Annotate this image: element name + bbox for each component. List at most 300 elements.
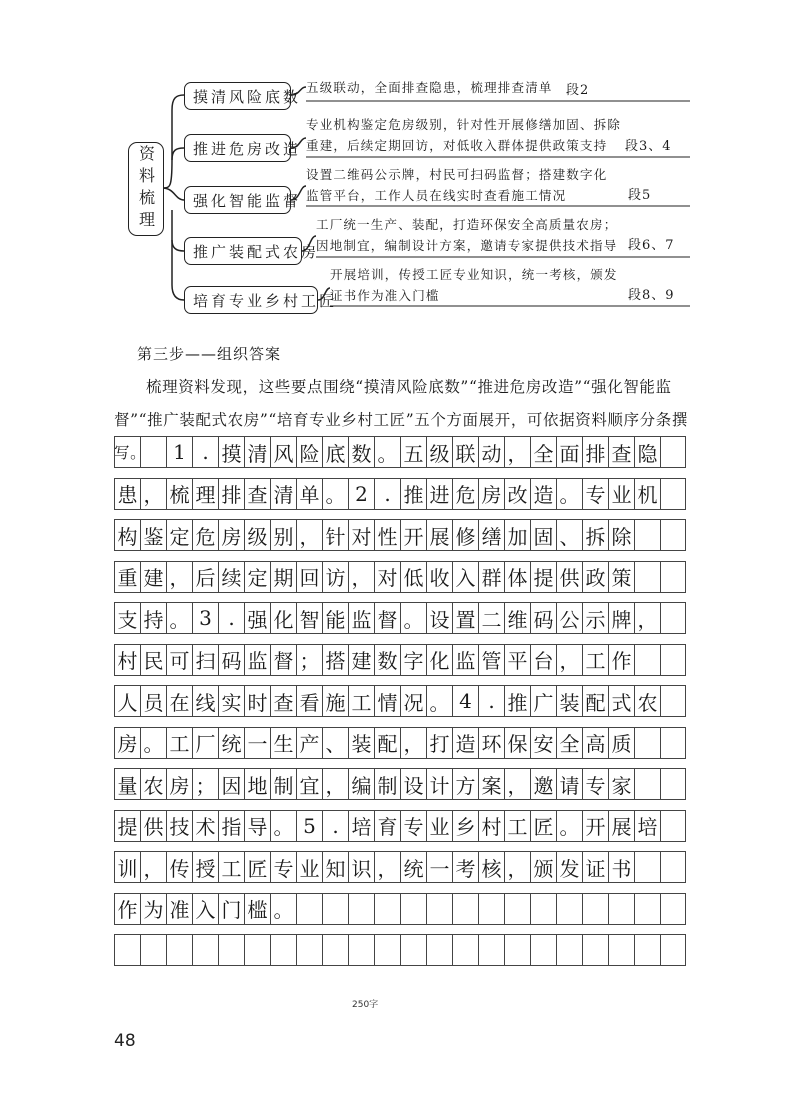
grid-cell: 提 (114, 810, 140, 842)
grid-cell: 监 (452, 644, 478, 676)
mindmap-root-label: 资料梳理 (136, 145, 156, 233)
grid-cell (634, 644, 660, 676)
grid-cell: 支 (114, 602, 140, 634)
grid-cell: 展 (426, 519, 452, 551)
grid-row (114, 893, 686, 925)
grid-cell: 加 (504, 519, 530, 551)
grid-cell: 开 (582, 810, 608, 842)
mindmap-ref-4: 段6、7 (628, 238, 675, 253)
grid-cell (660, 851, 686, 883)
grid-cell: 式 (608, 685, 634, 717)
grid-cell: 构 (114, 519, 140, 551)
grid-cell: 低 (400, 561, 426, 593)
grid-cell (582, 893, 608, 925)
mindmap-node-label: 培育专业乡村工匠 (193, 291, 338, 310)
grid-cell: 台 (530, 644, 556, 676)
grid-cell: 建 (348, 644, 374, 676)
grid-cell: 术 (192, 810, 218, 842)
grid-row (114, 478, 686, 510)
grid-cell: ， (634, 602, 660, 634)
grid-cell (478, 934, 504, 966)
grid-cell: 工 (166, 727, 192, 759)
grid-cell (400, 934, 426, 966)
grid-cell (660, 768, 686, 800)
grid-cell: 清 (244, 436, 270, 468)
grid-cell: 持 (140, 602, 166, 634)
grid-cell: 。 (556, 478, 582, 510)
grid-cell: 一 (426, 851, 452, 883)
grid-cell (660, 934, 686, 966)
grid-cell: 量 (114, 768, 140, 800)
grid-cell: 3 (192, 602, 218, 634)
grid-cell: 公 (556, 602, 582, 634)
grid-cell: 识 (348, 851, 374, 883)
grid-cell: 员 (140, 685, 166, 717)
grid-cell: 施 (322, 685, 348, 717)
grid-cell: 4 (452, 685, 478, 717)
grid-cell: ， (504, 851, 530, 883)
grid-cell: 专 (582, 478, 608, 510)
grid-cell: 传 (166, 851, 192, 883)
grid-cell (166, 934, 192, 966)
grid-cell: 缮 (478, 519, 504, 551)
grid-cell: 产 (296, 727, 322, 759)
grid-cell: 1 (166, 436, 192, 468)
grid-cell: 。 (556, 810, 582, 842)
step-title: 第三步——组织答案 (137, 345, 282, 363)
grid-cell: 制 (374, 768, 400, 800)
grid-cell: 匠 (530, 810, 556, 842)
grid-cell: 一 (244, 727, 270, 759)
grid-cell: 宜 (296, 768, 322, 800)
grid-cell (426, 934, 452, 966)
grid-cell: 家 (608, 768, 634, 800)
grid-cell: 打 (426, 727, 452, 759)
grid-cell: 可 (166, 644, 192, 676)
grid-cell: 槛 (244, 893, 270, 925)
grid-cell: 推 (400, 478, 426, 510)
grid-cell (348, 934, 374, 966)
grid-cell: 配 (374, 727, 400, 759)
grid-cell: 排 (582, 436, 608, 468)
grid-cell (634, 934, 660, 966)
grid-cell: 级 (244, 519, 270, 551)
grid-cell: 装 (556, 685, 582, 717)
grid-cell (634, 519, 660, 551)
grid-cell: 考 (452, 851, 478, 883)
grid-cell: 农 (634, 685, 660, 717)
grid-cell: 能 (322, 602, 348, 634)
grid-cell: 政 (582, 561, 608, 593)
grid-cell: 在 (166, 685, 192, 717)
grid-row (114, 934, 686, 966)
grid-cell: 别 (270, 519, 296, 551)
grid-cell (504, 934, 530, 966)
grid-row (114, 768, 686, 800)
grid-cell: 配 (582, 685, 608, 717)
grid-cell: 全 (556, 727, 582, 759)
grid-cell (556, 934, 582, 966)
grid-cell: 查 (244, 478, 270, 510)
grid-cell (478, 893, 504, 925)
grid-cell: 对 (348, 519, 374, 551)
grid-cell: ； (296, 644, 322, 676)
grid-cell: 。 (140, 727, 166, 759)
grid-cell: 编 (348, 768, 374, 800)
grid-cell (374, 934, 400, 966)
grid-cell: 平 (504, 644, 530, 676)
grid-cell: 人 (114, 685, 140, 717)
grid-cell: 。 (426, 685, 452, 717)
grid-cell: 进 (426, 478, 452, 510)
grid-cell: 质 (608, 727, 634, 759)
grid-cell: 修 (452, 519, 478, 551)
grid-cell: 村 (478, 810, 504, 842)
grid-cell: 单 (296, 478, 322, 510)
grid-cell: 入 (192, 893, 218, 925)
grid-cell (322, 893, 348, 925)
grid-cell: 定 (244, 561, 270, 593)
grid-row (114, 602, 686, 634)
grid-cell: 搭 (322, 644, 348, 676)
grid-cell: ， (140, 478, 166, 510)
grid-cell: ， (374, 851, 400, 883)
grid-cell: 设 (400, 768, 426, 800)
grid-cell: . (322, 810, 348, 842)
grid-cell: 督 (374, 602, 400, 634)
grid-cell (634, 893, 660, 925)
grid-cell: 房 (114, 727, 140, 759)
grid-cell: 查 (608, 436, 634, 468)
grid-cell: 专 (400, 810, 426, 842)
grid-cell: . (218, 602, 244, 634)
grid-cell: 摸 (218, 436, 244, 468)
grid-cell: 危 (192, 519, 218, 551)
grid-cell: 固 (530, 519, 556, 551)
mindmap-root (128, 142, 164, 236)
grid-cell (608, 893, 634, 925)
grid-cell: 工 (348, 685, 374, 717)
grid-cell: 期 (270, 561, 296, 593)
grid-cell: 风 (270, 436, 296, 468)
grid-cell: 、 (556, 519, 582, 551)
grid-cell: 方 (452, 768, 478, 800)
grid-cell: 化 (426, 644, 452, 676)
grid-cell: ， (504, 768, 530, 800)
grid-cell: 定 (166, 519, 192, 551)
grid-cell (660, 478, 686, 510)
grid-cell: . (478, 685, 504, 717)
grid-cell: 拆 (582, 519, 608, 551)
grid-cell (322, 934, 348, 966)
grid-cell (530, 893, 556, 925)
grid-cell: 统 (218, 727, 244, 759)
grid-cell (660, 893, 686, 925)
grid-cell (634, 561, 660, 593)
grid-cell: 梳 (166, 478, 192, 510)
grid-cell: 监 (244, 644, 270, 676)
mindmap-desc-2: 专业机构鉴定危房级别，针对性开展修缮加固、拆除 重建，后续定期回访，对低收入群体提供政策支持 (306, 117, 622, 153)
grid-cell: 培 (634, 810, 660, 842)
grid-cell (400, 893, 426, 925)
grid-row (114, 561, 686, 593)
grid-cell: 。 (270, 893, 296, 925)
grid-cell: 患 (114, 478, 140, 510)
grid-cell: 除 (608, 519, 634, 551)
grid-cell: 智 (296, 602, 322, 634)
grid-cell: 授 (192, 851, 218, 883)
grid-cell: 。 (374, 436, 400, 468)
grid-cell (140, 934, 166, 966)
grid-cell: 建 (140, 561, 166, 593)
grid-cell: 知 (322, 851, 348, 883)
mindmap-node-2 (184, 134, 302, 162)
grid-cell: 线 (192, 685, 218, 717)
grid-cell: 环 (478, 727, 504, 759)
grid-cell: 鉴 (140, 519, 166, 551)
grid-cell (114, 436, 140, 468)
grid-cell (218, 934, 244, 966)
grid-cell: 展 (608, 810, 634, 842)
grid-cell (660, 810, 686, 842)
grid-cell: 续 (218, 561, 244, 593)
grid-cell: 全 (530, 436, 556, 468)
mindmap-node-4 (184, 237, 320, 265)
mindmap-node-3 (184, 186, 302, 214)
grid-cell: 计 (426, 768, 452, 800)
grid-cell: 置 (452, 602, 478, 634)
grid-cell: 房 (166, 768, 192, 800)
grid-cell (296, 893, 322, 925)
grid-cell: 工 (582, 644, 608, 676)
grid-cell: 技 (166, 810, 192, 842)
grid-cell: 民 (140, 644, 166, 676)
grid-cell: 案 (478, 768, 504, 800)
grid-cell: 专 (270, 851, 296, 883)
grid-cell: 因 (218, 768, 244, 800)
grid-cell: 时 (244, 685, 270, 717)
intro-paragraph: 梳理资料发现，这些要点围绕“摸清风险底数”“推进危房改造”“强化智能监督”“推广装配式农房”“培育专业乡村工匠”五个方面展开，可依据资料顺序分条撰写。 (114, 378, 688, 462)
grid-cell: 制 (270, 768, 296, 800)
grid-cell: 厂 (192, 727, 218, 759)
grid-cell: 强 (244, 602, 270, 634)
grid-cell: 培 (348, 810, 374, 842)
grid-cell (582, 934, 608, 966)
grid-cell: 业 (608, 478, 634, 510)
grid-cell: 书 (608, 851, 634, 883)
grid-cell: ， (348, 561, 374, 593)
grid-cell: 联 (452, 436, 478, 468)
grid-cell (140, 436, 166, 468)
mindmap-desc-3: 设置二维码公示牌，村民可扫码监督；搭建数字化 监管平台，工作人员在线实时查看施工情况 (306, 167, 608, 203)
grid-cell (660, 727, 686, 759)
mindmap-ref-3: 段5 (628, 188, 652, 203)
grid-cell: 乡 (452, 810, 478, 842)
grid-cell: 二 (478, 602, 504, 634)
grid-cell: 装 (348, 727, 374, 759)
mindmap-ref-5: 段8、9 (628, 288, 675, 303)
grid-cell: 牌 (608, 602, 634, 634)
grid-cell: . (192, 436, 218, 468)
grid-cell: 5 (296, 810, 322, 842)
grid-cell: ， (504, 436, 530, 468)
grid-cell: 底 (322, 436, 348, 468)
grid-cell (634, 851, 660, 883)
grid-cell (660, 561, 686, 593)
grid-cell: 统 (400, 851, 426, 883)
grid-cell: ， (556, 644, 582, 676)
grid-cell (660, 436, 686, 468)
grid-cell: 排 (218, 478, 244, 510)
grid-cell: 化 (270, 602, 296, 634)
grid-cell: 五 (400, 436, 426, 468)
grid-cell: 准 (166, 893, 192, 925)
grid-cell: 工 (218, 851, 244, 883)
grid-cell (660, 602, 686, 634)
grid-cell: 匠 (244, 851, 270, 883)
grid-cell: 2 (348, 478, 374, 510)
grid-cell: 字 (400, 644, 426, 676)
grid-cell (660, 644, 686, 676)
grid-cell: 发 (556, 851, 582, 883)
grid-cell: 管 (478, 644, 504, 676)
grid-cell (660, 685, 686, 717)
grid-cell: 重 (114, 561, 140, 593)
mindmap-desc-5: 开展培训，传授工匠专业知识，统一考核，颁发 证书作为准入门槛 (330, 267, 618, 303)
grid-row (114, 685, 686, 717)
grid-cell: 扫 (192, 644, 218, 676)
grid-cell: 对 (374, 561, 400, 593)
grid-cell (114, 934, 140, 966)
grid-cell: 策 (608, 561, 634, 593)
grid-cell: 群 (478, 561, 504, 593)
grid-cell: 清 (270, 478, 296, 510)
grid-cell: 导 (244, 810, 270, 842)
grid-cell (374, 893, 400, 925)
grid-cell: 育 (374, 810, 400, 842)
grid-cell (426, 893, 452, 925)
grid-cell: 颁 (530, 851, 556, 883)
grid-cell: 工 (504, 810, 530, 842)
mindmap-node-1 (184, 82, 302, 110)
grid-cell: 造 (452, 727, 478, 759)
grid-cell: 维 (504, 602, 530, 634)
grid-cell: 地 (244, 768, 270, 800)
grid-cell: 。 (400, 602, 426, 634)
grid-cell: 提 (530, 561, 556, 593)
grid-cell: 督 (270, 644, 296, 676)
grid-cell: ， (322, 768, 348, 800)
grid-cell: . (374, 478, 400, 510)
grid-cell: 广 (530, 685, 556, 717)
grid-cell: 入 (452, 561, 478, 593)
grid-cell (634, 727, 660, 759)
grid-cell (556, 893, 582, 925)
grid-cell: 回 (296, 561, 322, 593)
mindmap-ref-1: 段2 (566, 83, 590, 98)
grid-cell: 农 (140, 768, 166, 800)
grid-row (114, 851, 686, 883)
grid-cell (270, 934, 296, 966)
grid-cell: 情 (374, 685, 400, 717)
grid-cell: 后 (192, 561, 218, 593)
grid-cell (608, 934, 634, 966)
word-count-label: 250字 (352, 1000, 379, 1010)
grid-cell: 作 (114, 893, 140, 925)
grid-cell: 设 (426, 602, 452, 634)
grid-row (114, 727, 686, 759)
grid-cell: 隐 (634, 436, 660, 468)
grid-cell: 面 (556, 436, 582, 468)
mindmap-desc-4: 工厂统一生产、装配，打造环保安全高质量农房； 因地制宜，编制设计方案，邀请专家提供技术指导 (316, 217, 618, 253)
grid-cell: 供 (556, 561, 582, 593)
grid-row (114, 519, 686, 551)
grid-cell (296, 934, 322, 966)
mindmap-node-label: 推广装配式农房 (193, 242, 320, 261)
grid-cell: 查 (270, 685, 296, 717)
grid-cell: 实 (218, 685, 244, 717)
grid-cell: 安 (530, 727, 556, 759)
grid-row (114, 436, 686, 468)
grid-cell: 收 (426, 561, 452, 593)
grid-cell: 供 (140, 810, 166, 842)
grid-cell: 针 (322, 519, 348, 551)
grid-cell: 业 (426, 810, 452, 842)
grid-cell (660, 519, 686, 551)
grid-cell: 。 (166, 602, 192, 634)
grid-cell: 监 (348, 602, 374, 634)
grid-cell: 开 (400, 519, 426, 551)
grid-cell: ， (140, 851, 166, 883)
grid-cell: 况 (400, 685, 426, 717)
grid-cell (452, 934, 478, 966)
mindmap-node-label: 强化智能监督 (193, 191, 302, 210)
mindmap-ref-2: 段3、4 (625, 139, 672, 154)
grid-cell: 房 (218, 519, 244, 551)
grid-cell: 。 (322, 478, 348, 510)
grid-cell (634, 768, 660, 800)
grid-cell: 推 (504, 685, 530, 717)
grid-cell: 为 (140, 893, 166, 925)
grid-cell: 训 (114, 851, 140, 883)
grid-cell: 请 (556, 768, 582, 800)
grid-cell: ， (296, 519, 322, 551)
grid-cell: 核 (478, 851, 504, 883)
grid-cell: 造 (530, 478, 556, 510)
grid-cell: 、 (322, 727, 348, 759)
grid-cell: 数 (348, 436, 374, 468)
grid-cell: 证 (582, 851, 608, 883)
grid-cell: 看 (296, 685, 322, 717)
grid-cell: ， (400, 727, 426, 759)
grid-cell: 业 (296, 851, 322, 883)
mindmap-node-label: 推进危房改造 (193, 139, 302, 158)
grid-cell (530, 934, 556, 966)
grid-cell: 危 (452, 478, 478, 510)
grid-cell: 改 (504, 478, 530, 510)
grid-row (114, 810, 686, 842)
grid-cell: 门 (218, 893, 244, 925)
mind-map (0, 0, 800, 330)
grid-cell: 高 (582, 727, 608, 759)
grid-cell (244, 934, 270, 966)
grid-cell: 专 (582, 768, 608, 800)
grid-cell: 码 (218, 644, 244, 676)
grid-cell (348, 893, 374, 925)
grid-cell: 邀 (530, 768, 556, 800)
grid-row (114, 644, 686, 676)
grid-cell: 指 (218, 810, 244, 842)
